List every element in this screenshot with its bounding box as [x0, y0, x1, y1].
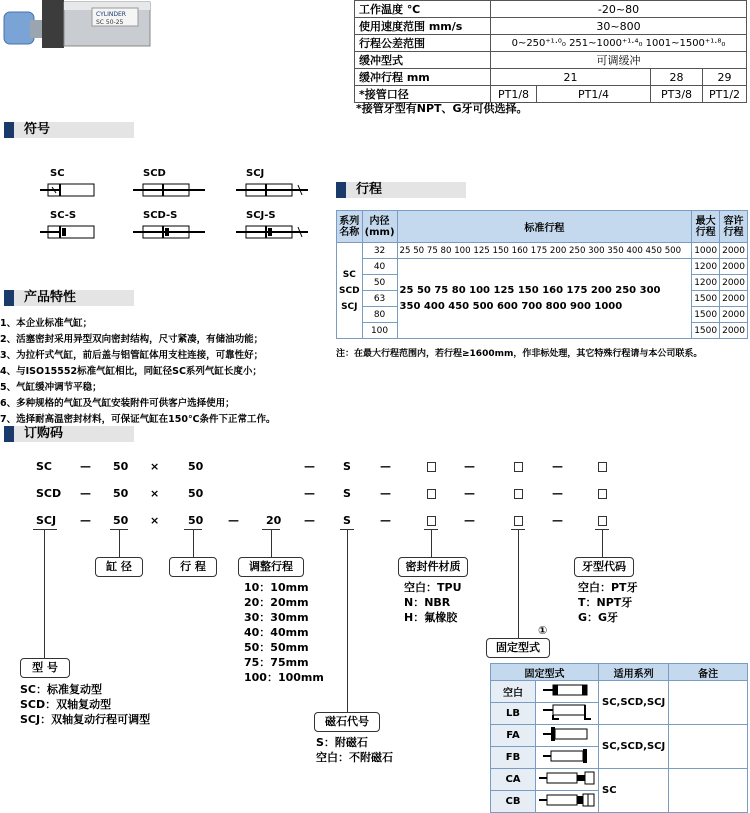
adjustable-magnet-symbol-icon — [236, 224, 308, 240]
section-marker — [4, 122, 14, 138]
mount-code: FA — [491, 725, 536, 747]
mount-code: CA — [491, 769, 536, 791]
stroke-values-block — [397, 259, 692, 339]
symbol-label: SC-S — [50, 210, 77, 221]
feature-item: 1、本企业标准气缸； — [0, 318, 93, 329]
rear-flange-icon — [536, 747, 599, 769]
spec-value: 0~250⁺¹·⁰₀ 251~1000⁺¹·⁴₀ 1001~1500⁺¹·⁸₀ — [491, 35, 747, 52]
leader-line — [193, 530, 194, 558]
max-cell: 1200 — [692, 275, 720, 291]
model-option: SCJ：双轴复动行程可调型 — [20, 713, 151, 726]
product-label-model: SC 50-25 — [96, 19, 124, 26]
stroke-table — [336, 210, 748, 339]
adjust-option: 50：50mm — [244, 641, 309, 654]
spec-label: 使用速度范围 mm/s — [355, 18, 491, 35]
spec-row — [355, 35, 747, 52]
spec-value: PT1/8 — [491, 86, 537, 103]
feature-list — [0, 316, 275, 428]
mount-header: 固定型式 — [491, 664, 599, 681]
order-bore: 50 — [113, 487, 129, 500]
label-adjust: 调整行程 — [238, 557, 304, 577]
section-title: 行程 — [356, 182, 383, 197]
mount-remark — [669, 769, 748, 813]
spec-value: 29 — [703, 69, 747, 86]
cylinder-symbol-icon — [40, 182, 100, 198]
bore-cell: 100 — [362, 323, 397, 339]
mount-header: 备注 — [669, 664, 748, 681]
label-bore: 缸 径 — [95, 557, 143, 577]
single-clevis-icon — [536, 769, 599, 791]
magnet-option: S：附磁石 — [316, 736, 368, 749]
order-adjust: 20 — [266, 514, 282, 527]
mount-code: LB — [491, 703, 536, 725]
order-dash: — — [464, 487, 475, 500]
max-cell: 1500 — [692, 291, 720, 307]
order-dash: — — [80, 514, 91, 527]
mount-series: SC,SCD,SCJ — [599, 725, 669, 769]
order-model: SCD — [36, 487, 62, 500]
section-header-features — [4, 290, 134, 306]
spec-row — [355, 69, 747, 86]
order-magnet: S — [343, 487, 351, 500]
stroke-row — [337, 259, 748, 275]
spec-value: 21 — [491, 69, 651, 86]
code-underline — [33, 529, 57, 530]
order-dash: — — [552, 514, 563, 527]
mount-note-marker: ① — [538, 624, 548, 637]
bore-cell: 80 — [362, 307, 397, 323]
mount-header-row — [491, 664, 748, 681]
mount-code-box — [514, 462, 523, 472]
max-cell: 1500 — [692, 307, 720, 323]
section-header-stroke — [336, 182, 466, 198]
stroke-row — [337, 243, 748, 259]
label-stroke: 行 程 — [169, 557, 217, 577]
mount-row — [491, 681, 748, 703]
spec-label: 缓冲型式 — [355, 52, 491, 69]
symbol-label: SCJ — [246, 168, 265, 179]
feature-item: 5、气缸缓冲调节平稳； — [0, 382, 102, 393]
adjust-option: 75：75mm — [244, 656, 309, 669]
thread-options — [578, 580, 638, 625]
stroke-header-row — [337, 211, 748, 243]
stroke-values: 25 50 75 80 100 125 150 160 175 200 250 300 350 400 450 500 — [397, 243, 692, 259]
basic-mount-icon — [536, 681, 599, 703]
label-model: 型 号 — [20, 658, 70, 678]
series-name: SCJ — [341, 301, 358, 312]
bore-cell: 40 — [362, 259, 397, 275]
model-option: SCD：双轴复动型 — [20, 698, 112, 711]
order-dash: — — [552, 460, 563, 473]
double-rod-symbol-icon — [133, 182, 205, 198]
leader-line — [347, 530, 348, 712]
adjust-options — [244, 580, 324, 685]
allow-cell: 2000 — [720, 243, 748, 259]
spec-value: PT3/8 — [651, 86, 703, 103]
order-dash: — — [80, 460, 91, 473]
seal-code-box — [427, 516, 436, 526]
mount-row — [491, 725, 748, 747]
section-title: 产品特性 — [24, 290, 77, 305]
spec-value: PT1/2 — [703, 86, 747, 103]
model-option: SC：标准复动型 — [20, 683, 102, 696]
order-dash: — — [80, 487, 91, 500]
section-marker — [4, 426, 14, 442]
cylinder-magnet-symbol-icon — [40, 224, 100, 240]
stroke-values: 350 400 450 500 600 700 800 900 1000 — [399, 300, 623, 312]
spec-label: 行程公差范围 — [355, 35, 491, 52]
foot-mount-icon — [536, 703, 599, 725]
mount-row — [491, 769, 748, 791]
order-bore: 50 — [113, 514, 129, 527]
feature-item: 4、与ISO15552标准气缸相比，同缸径SC系列气缸长度小； — [0, 366, 262, 377]
header-standard-stroke: 标准行程 — [397, 211, 692, 243]
symbol-label: SCD — [143, 168, 166, 179]
thread-option: T：NPT牙 — [578, 596, 633, 609]
leader-line — [44, 530, 45, 658]
order-magnet: S — [343, 460, 351, 473]
allow-cell: 2000 — [720, 275, 748, 291]
stroke-note: 注：在最大行程范围内，若行程≥1600mm，作非标处理，其它特殊行程请与本公司联系。 — [336, 349, 703, 359]
mount-series: SC,SCD,SCJ — [599, 681, 669, 725]
label-thread: 牙型代码 — [574, 557, 634, 577]
mount-header: 适用系列 — [599, 664, 669, 681]
order-dash: — — [380, 460, 391, 473]
thread-code-box — [598, 462, 607, 472]
leader-line — [431, 530, 432, 558]
label-seal: 密封件材质 — [398, 557, 468, 577]
series-cell — [337, 243, 363, 339]
order-dash: — — [304, 487, 315, 500]
leader-line — [271, 530, 272, 558]
mount-remark — [669, 725, 748, 769]
bore-cell: 50 — [362, 275, 397, 291]
mount-series: SC — [599, 769, 669, 813]
spec-row — [355, 52, 747, 69]
feature-item: 3、为拉杆式气缸，前后盖与铝管缸体用支柱连接，可靠性好； — [0, 350, 264, 361]
order-stroke: 50 — [188, 487, 204, 500]
section-header-symbols — [4, 122, 134, 138]
header-max-stroke: 最大行程 — [692, 211, 720, 243]
series-name: SCD — [339, 285, 360, 296]
feature-item: 2、活塞密封采用异型双向密封结构，尺寸紧凑，有储油功能； — [0, 334, 264, 345]
label-mount: 固定型式 — [486, 638, 550, 658]
order-model: SC — [36, 460, 52, 473]
order-dash: — — [464, 514, 475, 527]
leader-line — [518, 530, 519, 638]
mount-code-box — [514, 489, 523, 499]
allow-cell: 2000 — [720, 291, 748, 307]
order-times: × — [150, 487, 160, 500]
max-cell: 1200 — [692, 259, 720, 275]
double-rod-magnet-symbol-icon — [133, 224, 205, 240]
model-options — [20, 682, 150, 727]
seal-code-box — [427, 489, 436, 499]
bore-cell: 32 — [362, 243, 397, 259]
stroke-values: 25 50 75 80 100 125 150 160 175 200 250 300 — [399, 284, 661, 296]
section-marker — [336, 182, 346, 198]
thread-code-box — [598, 489, 607, 499]
spec-value: 30~800 — [491, 18, 747, 35]
thread-option: 空白：PT牙 — [578, 581, 638, 594]
spec-row — [355, 1, 747, 18]
feature-item: 6、多种规格的气缸及气缸安装附件可供客户选择使用； — [0, 398, 235, 409]
adjust-option: 30：30mm — [244, 611, 309, 624]
spec-value: 28 — [651, 69, 703, 86]
product-label-brand: CYLINDER — [96, 11, 126, 18]
order-stroke: 50 — [188, 460, 204, 473]
spec-value: PT1/4 — [537, 86, 651, 103]
front-flange-icon — [536, 725, 599, 747]
order-dash: — — [304, 460, 315, 473]
leader-line — [602, 530, 603, 558]
order-times: × — [150, 460, 160, 473]
seal-options — [404, 580, 462, 625]
mount-code-box — [514, 516, 523, 526]
leader-line — [119, 530, 120, 558]
seal-option: N：NBR — [404, 596, 451, 609]
order-bore: 50 — [113, 460, 129, 473]
order-dash: — — [380, 487, 391, 500]
bore-cell: 63 — [362, 291, 397, 307]
mount-code: CB — [491, 791, 536, 813]
symbol-label: SCJ-S — [246, 210, 276, 221]
section-header-order — [4, 426, 134, 442]
seal-code-box — [427, 462, 436, 472]
adjustable-stroke-symbol-icon — [236, 182, 308, 198]
symbol-label: SC — [50, 168, 65, 179]
seal-option: H：氟橡胶 — [404, 611, 458, 624]
allow-cell: 2000 — [720, 307, 748, 323]
magnet-options — [316, 735, 393, 765]
max-cell: 1500 — [692, 323, 720, 339]
spec-label: *接管口径 — [355, 86, 491, 103]
mount-code: 空白 — [491, 681, 536, 703]
adjust-option: 100：100mm — [244, 671, 324, 684]
mount-table — [490, 663, 748, 813]
order-magnet: S — [343, 514, 351, 527]
double-clevis-icon — [536, 791, 599, 813]
thread-option: G：G牙 — [578, 611, 619, 624]
spec-table — [354, 0, 747, 103]
header-series: 系列名称 — [337, 211, 363, 243]
product-photo — [0, 0, 150, 70]
adjust-option: 20：20mm — [244, 596, 309, 609]
thread-code-box — [598, 516, 607, 526]
order-dash: — — [228, 514, 239, 527]
allow-cell: 2000 — [720, 259, 748, 275]
mount-remark — [669, 681, 748, 725]
order-dash: — — [304, 514, 315, 527]
spec-label: 缓冲行程 mm — [355, 69, 491, 86]
adjust-option: 10：10mm — [244, 581, 309, 594]
seal-option: 空白：TPU — [404, 581, 462, 594]
spec-label: 工作温度 ℃ — [355, 1, 491, 18]
section-title: 符号 — [24, 122, 51, 137]
spec-value: 可调缓冲 — [491, 52, 747, 69]
spec-row — [355, 18, 747, 35]
section-title: 订购码 — [24, 426, 64, 441]
order-dash: — — [464, 460, 475, 473]
max-cell: 1000 — [692, 243, 720, 259]
adjust-option: 40：40mm — [244, 626, 309, 639]
mount-code: FB — [491, 747, 536, 769]
order-stroke: 50 — [188, 514, 204, 527]
magnet-option: 空白：不附磁石 — [316, 751, 393, 764]
symbol-label: SCD-S — [143, 210, 178, 221]
order-dash: — — [380, 514, 391, 527]
series-name: SC — [342, 269, 356, 280]
feature-item: 7、选择耐高温密封材料，可保证气缸在150℃条件下正常工作。 — [0, 414, 276, 425]
spec-value: -20~80 — [491, 1, 747, 18]
header-bore: 内径(mm) — [362, 211, 397, 243]
allow-cell: 2000 — [720, 323, 748, 339]
order-model: SCJ — [36, 514, 57, 527]
order-times: × — [150, 514, 160, 527]
label-magnet: 磁石代号 — [314, 712, 380, 732]
header-allow-stroke: 容许行程 — [720, 211, 748, 243]
section-marker — [4, 290, 14, 306]
order-dash: — — [552, 487, 563, 500]
spec-note: *接管牙型有NPT、G牙可供选择。 — [356, 102, 528, 115]
